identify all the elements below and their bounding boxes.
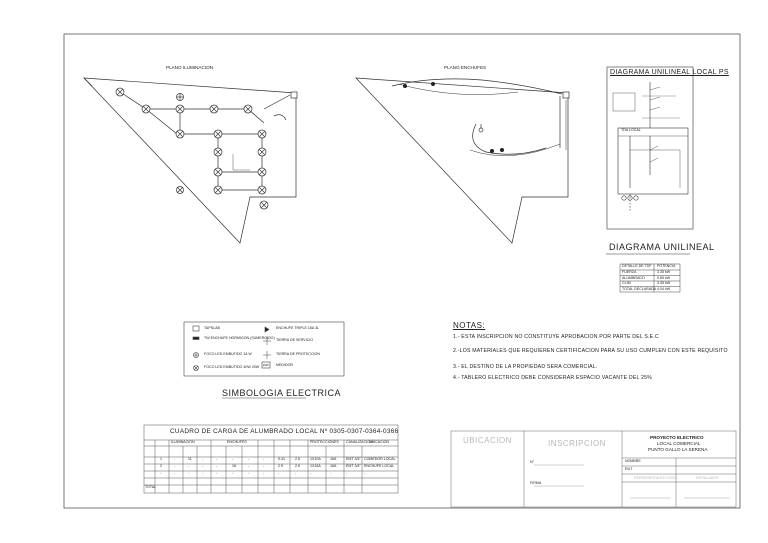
light-fixture-icon — [194, 353, 199, 358]
table-cell: - — [188, 471, 190, 475]
summary-cell: DETALLE DE TDF — [622, 264, 652, 268]
table-cell: 2 — [160, 464, 162, 468]
table-cell: - — [248, 457, 250, 461]
legend-item: FOCO LED EMBUTIDO 18 W — [204, 352, 252, 356]
outlet-symbols — [403, 82, 504, 153]
lighting-fixtures — [116, 88, 268, 209]
table-total-label: TOTAL — [145, 485, 157, 489]
table-cell: EMT 3/4" — [346, 457, 361, 461]
summary-cell: FUERZA — [622, 270, 637, 274]
legend-item: TW ENCHUFE HORMIGON (SUMERGIDO) — [204, 336, 275, 340]
project-line: PUNTO GALLO LA SERENA — [648, 447, 708, 452]
light-fixture-icon — [244, 105, 252, 113]
light-fixture-icon — [176, 105, 184, 113]
light-fixture-icon — [142, 105, 150, 113]
table-cell: - — [202, 464, 204, 468]
table-cell: 11 — [188, 457, 192, 461]
table-cell: - — [174, 471, 176, 475]
sheet-border — [64, 34, 740, 508]
lighting-plan — [84, 78, 297, 243]
table-cell: - — [174, 464, 176, 468]
table-group-header: ILUMINACION — [171, 440, 195, 444]
light-fixture-icon — [116, 88, 124, 96]
table-cell: - — [202, 471, 204, 475]
table-cell: - — [232, 457, 234, 461]
summary-cell: ALUMBRADO — [622, 275, 645, 280]
outlet-icon — [431, 82, 435, 86]
unifilar-title: DIAGRAMA UNILINEAL — [609, 242, 715, 252]
table-cell: - — [310, 471, 312, 475]
outlets-plan-title: PLANO ENCHUFES — [444, 65, 487, 70]
table-cell: 1 — [160, 457, 162, 461]
table-cell: - — [160, 471, 162, 475]
unifilar-box-title: DIAGRAMA UNILINEAL LOCAL PS — [610, 69, 729, 76]
outlet-icon — [490, 149, 494, 153]
table-cell: - — [295, 471, 297, 475]
table-cell: COMEDOR LOCAL — [364, 457, 396, 461]
summary-cell: 3.35 kW — [657, 281, 671, 285]
legend-title: SIMBOLOGIA ELECTRICA — [222, 388, 342, 398]
field-label: FIRMA — [530, 481, 542, 485]
outlets-plan — [356, 78, 569, 243]
unifilar-diagram — [606, 67, 693, 254]
table-cell: 2.5 — [295, 464, 300, 468]
summary-cell: 4.04 kW — [657, 286, 671, 291]
light-fixture-icon — [258, 186, 266, 194]
table-cell: EMT 3/4" — [346, 464, 361, 468]
legend-item: ENCHUFE TRIPLE 16A 3L — [276, 326, 320, 330]
table-cell: 16 — [232, 464, 236, 468]
legend-box — [184, 322, 344, 398]
load-table-title: CUADRO DE CARGA DE ALUMBRADO LOCAL Nº 0305-0307-0364-0366 — [170, 428, 399, 435]
table-group-header: ENCHUFES — [227, 440, 247, 444]
light-fixture-icon — [194, 366, 199, 371]
notes-title: NOTAS: — [453, 321, 486, 330]
ubicacion-label: UBICACION — [463, 436, 512, 445]
note-line: 1.- ESTA INSCRIPCION NO CONSTITUYE APROBACION POR PARTE DEL S.E.C — [453, 334, 659, 340]
table-cell: - — [216, 457, 218, 461]
table-cell: - — [216, 471, 218, 475]
light-fixture-icon — [260, 201, 268, 209]
table-cell: - — [263, 464, 265, 468]
light-fixture-icon — [214, 186, 222, 194]
representante-label: REPRESENTANTE LEGAL — [634, 476, 678, 480]
table-cell: 1X16A — [310, 464, 321, 468]
table-cell: - — [364, 471, 366, 475]
project-line: LOCAL COMERCIAL — [657, 441, 701, 446]
table-cell: - — [330, 471, 332, 475]
table-cell: - — [263, 457, 265, 461]
light-fixture-icon — [177, 94, 184, 101]
summary-cell: 3.35 kW — [657, 270, 671, 274]
instalador-label: INSTALADOR — [696, 476, 719, 480]
light-fixture-icon — [214, 130, 222, 138]
table-cell: - — [263, 471, 265, 475]
outlets-floor-outline — [356, 78, 568, 243]
table-group-header: PROTECCIONES — [310, 440, 339, 444]
project-line: PROYECTO ELECTRICO — [650, 435, 704, 440]
light-fixture-icon — [258, 130, 266, 138]
table-cell: 0.41 — [278, 457, 285, 461]
table-cell: - — [174, 457, 176, 461]
outlet-icon — [500, 148, 504, 152]
light-fixture-icon — [214, 148, 222, 156]
summary-cell: 0.69 kW — [657, 275, 671, 280]
table-group-header: UBICACION — [369, 440, 389, 444]
legend-item: FOCO LED EMBUTIDO 40W 20W — [204, 365, 260, 369]
note-line: 4.- TABLERO ELECTRICO DEBE CONSIDERAR ESPACIO VACANTE DEL 25% — [453, 375, 652, 381]
table-cell: - — [188, 464, 190, 468]
table-cell: - — [248, 464, 250, 468]
table-cell: ENCHUFE LOCAL — [364, 464, 395, 468]
note-line: 2.-LOS MATERIALES QUE REQUIEREN CERTIFICACION PARA SU USO CUMPLEN CON ESTE REQUISITO — [453, 348, 728, 354]
field-label: N° — [530, 460, 535, 464]
legend-item: TIERRA DE PROTECCION — [276, 352, 320, 356]
lighting-floor-outline — [84, 78, 296, 243]
outlet-icon — [403, 84, 407, 88]
summary-cell: CLIM — [622, 281, 631, 285]
table-cell: - — [248, 471, 250, 475]
light-fixture-icon — [214, 168, 222, 176]
meter-symbol: kWh — [263, 363, 269, 367]
field-label: RUT — [625, 467, 633, 471]
lighting-plan-title: PLANO ILUMINACION — [166, 65, 213, 70]
light-fixture-icon — [177, 187, 184, 194]
table-cell: - — [278, 471, 280, 475]
legend-item: TAPSLAB — [204, 326, 220, 330]
legend-item: TIERRA DE SERVICIO — [276, 338, 314, 342]
inscripcion-label: INSCRIPCION — [548, 439, 606, 448]
tda-label: TDA LOCAL — [621, 128, 641, 132]
table-cell: - — [216, 464, 218, 468]
light-fixture-icon — [176, 130, 184, 138]
table-cell: - — [202, 457, 204, 461]
table-cell: 2.9 — [278, 464, 283, 468]
summary-cell: POTENCIA — [657, 264, 676, 268]
light-fixture-icon — [210, 105, 218, 113]
table-cell: 1X10A — [310, 457, 321, 461]
note-line: 3.- EL DESTINO DE LA PROPIEDAD SERA COMERCIAL. — [453, 364, 598, 370]
light-fixture-icon — [258, 148, 266, 156]
summary-cell: TOTAL DECLARADA — [622, 286, 657, 291]
table-cell: 2.5 — [295, 457, 300, 461]
light-fixture-icon — [258, 168, 266, 176]
table-cell: - — [346, 471, 348, 475]
table-cell: 16A — [330, 464, 337, 468]
table-cell: 16A — [330, 457, 337, 461]
legend-item: MEDIDOR — [276, 363, 293, 367]
table-cell: - — [232, 471, 234, 475]
table-group-header: CANALIZACION — [346, 440, 373, 444]
field-label: NOMBRE — [625, 459, 641, 463]
